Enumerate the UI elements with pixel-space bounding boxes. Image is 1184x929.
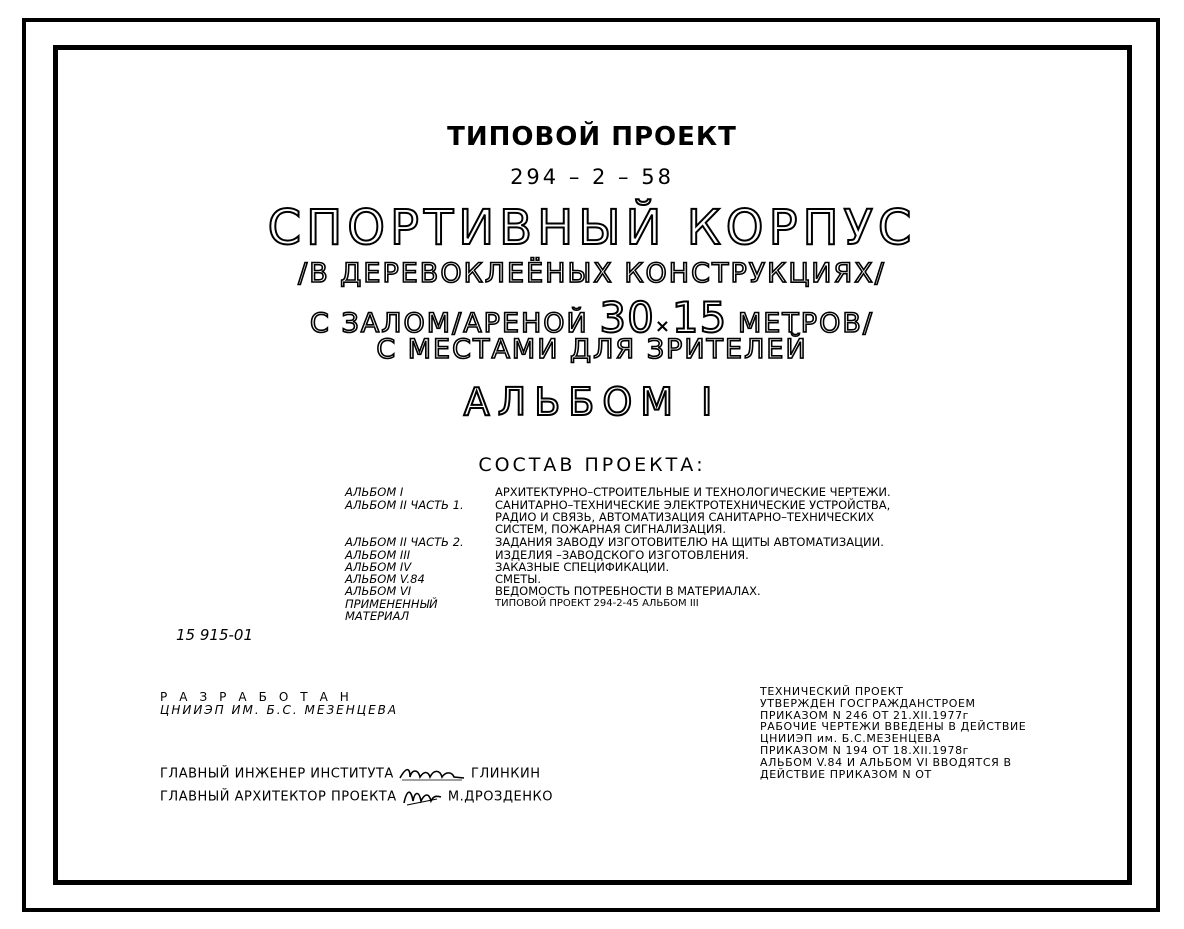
- chief-architect-line: [160, 787, 553, 807]
- album-title: АЛЬБОМ I: [463, 380, 721, 424]
- chief-engineer-role: ГЛАВНЫЙ ИНЖЕНЕР ИНСТИТУТА: [160, 766, 394, 782]
- approval-line: РАБОЧИЕ ЧЕРТЕЖИ ВВЕДЕНЫ В ДЕЙСТВИЕ: [760, 720, 1027, 734]
- chief-engineer-line: [160, 765, 540, 783]
- subtitle-line-3: С МЕСТАМИ ДЛЯ ЗРИТЕЛЕЙ: [376, 334, 808, 365]
- developer-label: РАЗРАБОТАН: [160, 690, 361, 704]
- approval-line: ПРИКАЗОМ N 246 ОТ 21.XII.1977г: [760, 708, 970, 722]
- composition-value: АРХИТЕКТУРНО–СТРОИТЕЛЬНЫЕ И ТЕХНОЛОГИЧЕСКИЕ ЧЕРТЕЖИ.: [495, 485, 891, 499]
- composition-row: [345, 561, 925, 573]
- approval-line: УТВЕРЖДЕН ГОСГРАЖДАНСТРОЕМ: [760, 696, 976, 710]
- composition-key: АЛЬБОМ VI: [345, 584, 412, 598]
- subtitle-line-1: /В ДЕРЕВОКЛЕЁНЫХ КОНСТРУКЦИЯХ/: [298, 258, 886, 289]
- composition-value: ИЗДЕЛИЯ –ЗАВОДСКОГО ИЗГОТОВЛЕНИЯ.: [495, 548, 749, 562]
- composition-row: [345, 536, 925, 548]
- composition-row: [345, 499, 925, 535]
- approval-line: АЛЬБОМ V.84 И АЛЬБОМ VI ВВОДЯТСЯ В: [760, 755, 1012, 769]
- composition-key: ПРИМЕНЕННЫЙ МАТЕРИАЛ: [345, 597, 438, 623]
- composition-key: АЛЬБОМ II ЧАСТЬ 1.: [345, 498, 464, 512]
- composition-value: СМЕТЫ.: [495, 572, 542, 586]
- composition-list: [345, 486, 925, 622]
- composition-value: ЗАКАЗНЫЕ СПЕЦИФИКАЦИИ.: [495, 560, 670, 574]
- chief-architect-role: ГЛАВНЫЙ АРХИТЕКТОР ПРОЕКТА: [160, 789, 397, 805]
- developer-org: ЦНИИЭП ИМ. Б.С. МЕЗЕНЦЕВА: [160, 703, 399, 717]
- project-type: ТИПОВОЙ ПРОЕКТ: [447, 122, 737, 152]
- signature-scribble: [398, 765, 466, 783]
- composition-key: АЛЬБОМ V.84: [345, 572, 425, 586]
- approval-block: [760, 686, 1080, 780]
- composition-key: АЛЬБОМ IV: [345, 560, 412, 574]
- inventory-number: 15 915-01: [176, 626, 253, 644]
- approval-line: ЦНИИЭП им. Б.С.МЕЗЕНЦЕВА: [760, 732, 942, 746]
- composition-title: СОСТАВ ПРОЕКТА:: [478, 454, 706, 476]
- composition-value: ЗАДАНИЯ ЗАВОДУ ИЗГОТОВИТЕЛЮ НА ЩИТЫ АВТОМАТИЗАЦИИ.: [495, 535, 884, 549]
- composition-key: АЛЬБОМ III: [345, 548, 411, 562]
- composition-value: САНИТАРНО–ТЕХНИЧЕСКИЕ ЭЛЕКТРОТЕХНИЧЕСКИЕ УСТРОЙСТВА, РАДИО И СВЯЗЬ, АВТОМАТИЗАЦИЯ САНИТАРНО–ТЕХНИЧЕСКИХ СИСТЕМ, ПОЖАРНАЯ СИГНАЛИЗАЦИЯ.: [495, 498, 891, 536]
- composition-row: [345, 598, 925, 622]
- signature-scribble: [401, 787, 443, 807]
- composition-key: АЛЬБОМ I: [345, 485, 404, 499]
- composition-key: АЛЬБОМ II ЧАСТЬ 2.: [345, 535, 464, 549]
- times-sign: ×: [654, 316, 672, 337]
- subtitle-line-2-prefix: С ЗАЛОМ/АРЕНОЙ: [310, 308, 589, 339]
- composition-row: [345, 585, 925, 597]
- hall-length: 30: [599, 293, 655, 342]
- main-title: СПОРТИВНЫЙ КОРПУС: [267, 200, 917, 256]
- chief-architect-name: М.ДРОЗДЕНКО: [447, 789, 553, 805]
- composition-value: ТИПОВОЙ ПРОЕКТ 294-2-45 АЛЬБОМ III: [495, 598, 699, 609]
- approval-line: ТЕХНИЧЕСКИЙ ПРОЕКТ: [760, 685, 904, 698]
- subtitle-line-2-suffix: МЕТРОВ/: [737, 308, 874, 339]
- approval-line: ДЕЙСТВИЕ ПРИКАЗОМ N ОТ: [760, 767, 932, 781]
- hall-width: 15: [671, 293, 728, 342]
- approval-line: ПРИКАЗОМ N 194 ОТ 18.XII.1978г: [760, 743, 970, 757]
- composition-value: ВЕДОМОСТЬ ПОТРЕБНОСТИ В МАТЕРИАЛАХ.: [495, 584, 761, 598]
- project-number: 294 – 2 – 58: [510, 165, 674, 189]
- chief-engineer-name: ГЛИНКИН: [471, 766, 541, 782]
- composition-row: [345, 486, 925, 498]
